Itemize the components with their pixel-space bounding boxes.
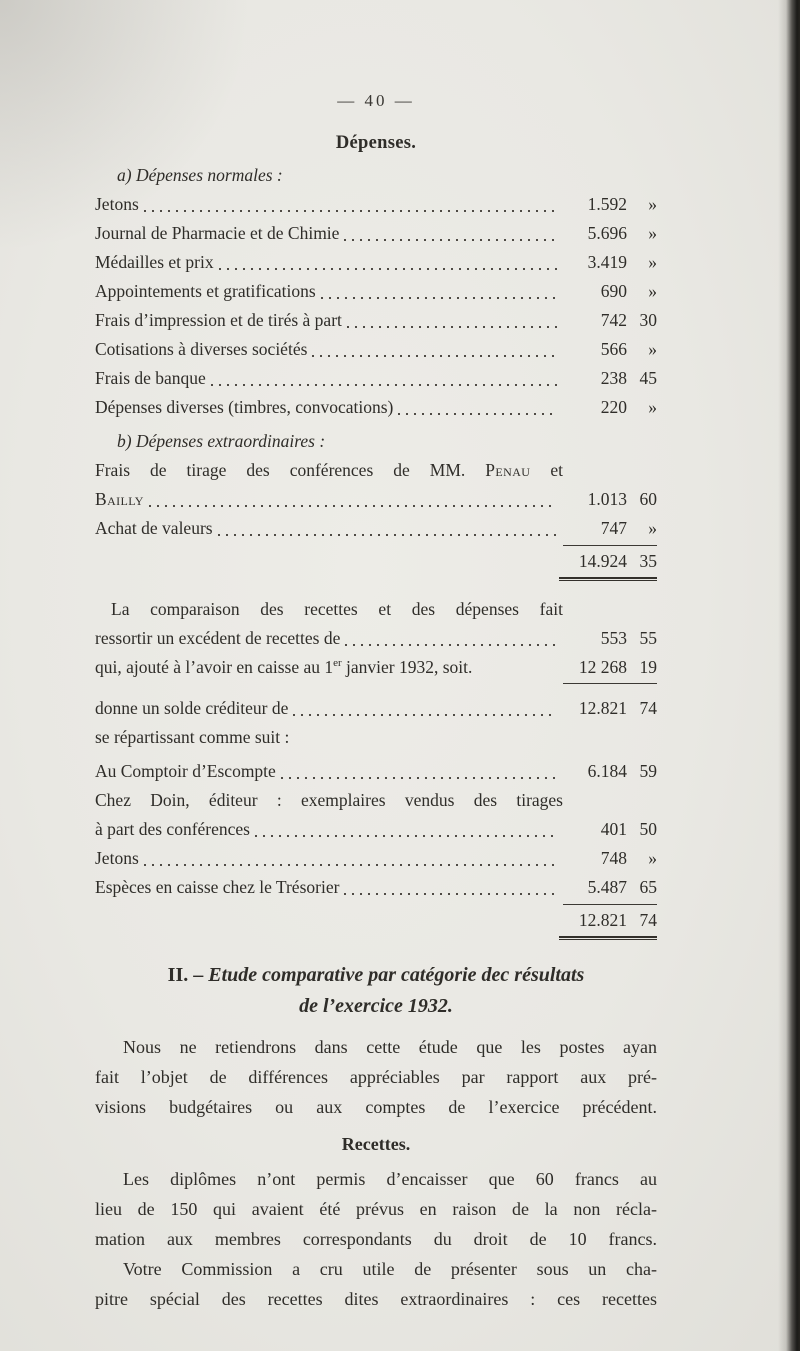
dot-leader [144, 864, 557, 866]
amount-francs: 12 268 [578, 657, 627, 677]
row-journal [95, 219, 657, 248]
row-avoir-caisse [95, 653, 657, 684]
amount-centimes: » [648, 223, 657, 243]
amount-group [563, 190, 657, 219]
amount-centimes: » [648, 339, 657, 359]
amount-group [563, 306, 657, 335]
amount-francs: 1.013 [587, 489, 627, 509]
amount-centimes: 59 [639, 761, 657, 781]
paragraph-line: Les diplômes n’ont permis d’encaisser que 60 francs au [123, 1169, 657, 1189]
dot-leader [347, 326, 557, 328]
recettes-heading: Recettes. [341, 1134, 411, 1154]
amount-group [563, 219, 657, 248]
row-bailly [95, 485, 657, 514]
row-label [95, 653, 472, 682]
name-bailly: Bailly [95, 489, 144, 509]
row-medailles [95, 248, 657, 277]
page-content [95, 90, 657, 1314]
page-number: — 40 — [337, 91, 415, 110]
paragraph-line: Votre Commission a cru utile de présenter sous un cha- [123, 1259, 657, 1279]
dot-leader [211, 384, 557, 386]
row-solde-crediteur [95, 694, 657, 723]
row-label: Jetons [95, 194, 139, 214]
amount-group [563, 624, 657, 653]
amount-group [563, 844, 657, 873]
amount-centimes: » [648, 518, 657, 538]
row-label: Appointements et gratifications [95, 281, 316, 301]
amount-group [563, 335, 657, 364]
row-cotisations [95, 335, 657, 364]
dot-leader [293, 714, 557, 716]
amount-francs: 6.184 [587, 761, 627, 781]
amount-francs: 553 [600, 628, 627, 648]
amount-francs: 220 [600, 397, 627, 417]
dot-leader [344, 239, 557, 241]
carry-text: janvier 1932, soit. [341, 657, 473, 677]
amount-centimes: 55 [639, 628, 657, 648]
row-label: Dépenses diverses (timbres, convocations) [95, 397, 394, 417]
paragraph-line: pitre spécial des recettes dites extraordinaires : ces recettes [95, 1289, 657, 1309]
amount-centimes: 60 [639, 489, 657, 509]
dot-leader [344, 893, 557, 895]
row-depenses-diverses [95, 393, 657, 422]
row-label: Cotisations à diverses sociétés [95, 339, 308, 359]
paragraph-line: Nous ne retiendrons dans cette étude que les postes ayan [123, 1037, 657, 1057]
conference-text: et [530, 460, 563, 480]
double-rule [559, 936, 657, 940]
row-appointements [95, 277, 657, 306]
name-penau: Penau [485, 460, 531, 480]
amount-centimes: » [648, 252, 657, 272]
dot-leader [398, 413, 557, 415]
row-balance-total [95, 904, 657, 935]
row-frais-banque [95, 364, 657, 393]
amount-centimes: 19 [639, 657, 657, 677]
amount-francs: 5.487 [587, 877, 627, 897]
row-jetons [95, 190, 657, 219]
section2-heading-line2: de l’exercice 1932. [299, 995, 453, 1017]
section2-heading-text: Etude comparative par catégorie dec résultats [208, 964, 585, 986]
paragraph-line: lieu de 150 qui avaient été prévus en raison de la non récla- [95, 1199, 657, 1219]
amount-centimes: » [648, 848, 657, 868]
amount-centimes: 74 [639, 910, 657, 930]
dot-leader [321, 297, 557, 299]
dot-leader [149, 505, 557, 507]
row-doin [95, 815, 657, 844]
amount-group [563, 514, 657, 543]
doin-line1: Chez Doin, éditeur : exemplaires vendus des tirages [95, 790, 563, 810]
amount-centimes: 45 [639, 368, 657, 388]
amount-group [563, 653, 657, 684]
section2-heading-line1 [95, 960, 657, 991]
amount-francs: 14.924 [578, 551, 627, 571]
row-label: Frais d’impression et de tirés à part [95, 310, 342, 330]
paragraph-line: mation aux membres correspondants du droit de 10 francs. [95, 1229, 657, 1249]
row-label: Médailles et prix [95, 252, 214, 272]
dot-leader [345, 644, 557, 646]
conference-line1 [95, 456, 563, 485]
dot-leader [255, 835, 557, 837]
amount-francs: 566 [600, 339, 627, 359]
amount-group [563, 815, 657, 844]
total-amount-group [563, 545, 657, 576]
amount-centimes: 50 [639, 819, 657, 839]
amount-centimes: 30 [639, 310, 657, 330]
row-comptoir-escompte [95, 757, 657, 786]
amount-centimes: » [648, 281, 657, 301]
row-frais-impression [95, 306, 657, 335]
row-label: Frais de banque [95, 368, 206, 388]
paragraph-1 [95, 1032, 657, 1122]
amount-francs: 238 [600, 368, 627, 388]
amount-centimes: 65 [639, 877, 657, 897]
total-amount-group [563, 904, 657, 935]
row-label: Journal de Pharmacie et de Chimie [95, 223, 340, 243]
amount-francs: 5.696 [587, 223, 627, 243]
row-excedent [95, 624, 657, 653]
row-label: Achat de valeurs [95, 518, 213, 538]
dot-leader [219, 268, 557, 270]
conference-text: Frais de tirage des conférences de MM. [95, 460, 486, 480]
carry-text: qui, ajouté à l’avoir en caisse au 1 [95, 657, 334, 677]
expenses-heading: Dépenses. [335, 133, 417, 153]
row-especes-tresorier [95, 873, 657, 902]
amount-group [563, 485, 657, 514]
amount-francs: 742 [600, 310, 627, 330]
ordinal-superscript: er [333, 657, 342, 670]
repartition-intro: se répartissant comme suit : [95, 727, 290, 747]
paragraph-line: visions budgétaires ou aux comptes de l’exercice précédent. [95, 1097, 657, 1117]
row-label: donne un solde créditeur de [95, 698, 289, 718]
amount-group [563, 364, 657, 393]
dot-leader [144, 210, 557, 212]
amount-centimes: 35 [639, 551, 657, 571]
comparison-intro-line: La comparaison des recettes et des dépenses fait [111, 599, 563, 619]
section2-numeral: II. – [167, 964, 209, 986]
row-achat-valeurs [95, 514, 657, 543]
paragraph-line: fait l’objet de différences appréciables par rapport aux pré- [95, 1067, 657, 1087]
dot-leader [218, 534, 557, 536]
amount-group [563, 757, 657, 786]
row-label: à part des conférences [95, 819, 250, 839]
amount-francs: 690 [600, 281, 627, 301]
amount-francs: 3.419 [587, 252, 627, 272]
paragraph-2 [95, 1164, 657, 1254]
dot-leader [281, 777, 557, 779]
row-label: Jetons [95, 848, 139, 868]
row-jetons-caisse [95, 844, 657, 873]
amount-group [563, 393, 657, 422]
amount-group [563, 694, 657, 723]
amount-group [563, 277, 657, 306]
section-a-label: a) Dépenses normales : [117, 165, 283, 185]
paragraph-3 [95, 1254, 657, 1314]
amount-francs: 12.821 [578, 910, 627, 930]
amount-centimes: » [648, 397, 657, 417]
row-expenses-total [95, 545, 657, 576]
amount-centimes: » [648, 194, 657, 214]
row-label: Espèces en caisse chez le Trésorier [95, 877, 340, 897]
row-label: Au Comptoir d’Escompte [95, 761, 276, 781]
section-b-label: b) Dépenses extraordinaires : [117, 431, 326, 451]
amount-centimes: 74 [639, 698, 657, 718]
amount-francs: 12.821 [578, 698, 627, 718]
amount-group [563, 248, 657, 277]
amount-group [563, 873, 657, 902]
amount-francs: 748 [600, 848, 627, 868]
dot-leader [312, 355, 557, 357]
row-label: ressortir un excédent de recettes de [95, 628, 341, 648]
amount-francs: 401 [600, 819, 627, 839]
amount-francs: 1.592 [587, 194, 627, 214]
amount-francs: 747 [600, 518, 627, 538]
